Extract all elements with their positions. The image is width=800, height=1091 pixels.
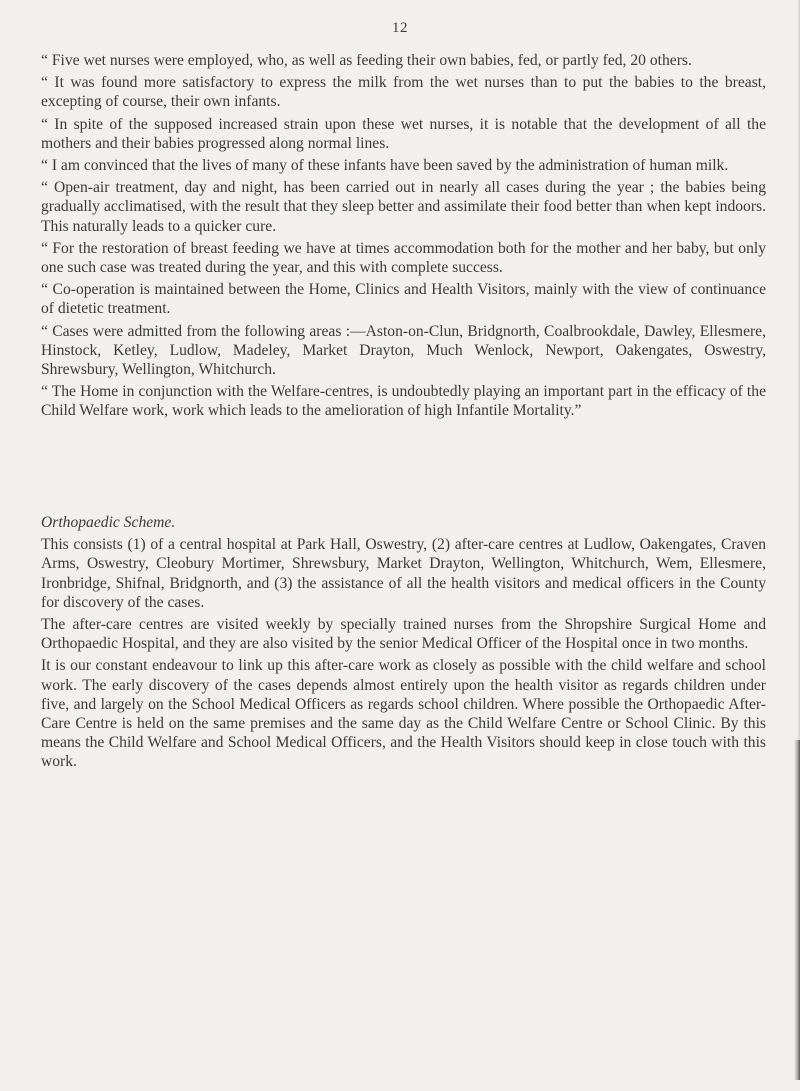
paragraph: This consists (1) of a central hospital at Park Hall, Oswestry, (2) after-care centres at Ludlow, Oakengates, Craven Arms, Oswestry, Cleobury Mortimer, Shrewsbury, Market Drayton, Wellington, Whitchurch, Wem, Ellesmere, Ironbridge, Shifnal, Bridgnorth, and (3) the assistance of all the health visitors and medical officers in the County for discovery of the cases.: [41, 536, 766, 611]
paragraph: The after-care centres are visited weekly by specially trained nurses from the Shropshire Surgical Home and Orthopaedic Hospital, and they are also visited by the senior Medical Officer of the Hospital once in two months.: [41, 616, 766, 653]
page-number: 12: [392, 20, 408, 36]
page-edge-shadow: [794, 740, 800, 1080]
paragraph: It is our constant endeavour to link up this after-care work as closely as possible with the child welfare and school work. The early discovery of the cases depends almost entirely upon the health visitor as regards children under five, and largely on the School Medical Officers as regards school children. Where possible the Orthopaedic After-Care Centre is held on the same premises and the same day as the Child Welfare Centre or School Clinic. By this means the Child Welfare and School Medical Officers, and the Health Visitors should keep in close touch with this work.: [41, 657, 766, 771]
paragraph: “ Co-operation is maintained between the Home, Clinics and Health Visitors, mainly with the view of continuance of dietetic treatment.: [41, 281, 766, 318]
paragraph: “ The Home in conjunction with the Welfare-centres, is undoubtedly playing an important part in the efficacy of the Child Welfare work, work which leads to the amelioration of high Infantile Mortality.”: [41, 383, 766, 420]
section-heading: Orthopaedic Scheme.: [41, 514, 176, 531]
orthopaedic-section: [41, 513, 766, 775]
quoted-report: [41, 51, 766, 424]
paragraph: “ It was found more satisfactory to express the milk from the wet nurses than to put the babies to the breast, excepting of course, their own infants.: [41, 74, 766, 111]
paragraph: “ Five wet nurses were employed, who, as well as feeding their own babies, fed, or partly fed, 20 others.: [41, 52, 692, 69]
paragraph: “ Open-air treatment, day and night, has been carried out in nearly all cases during the year ; the babies being gradually acclimatised, with the result that they sleep better and assimilate their food better than when kept indoors. This naturally leads to a quicker cure.: [41, 179, 766, 235]
paragraph: “ I am convinced that the lives of many of these infants have been saved by the administration of human milk.: [41, 157, 729, 175]
paragraph: “ Cases were admitted from the following areas :—Aston-on-Clun, Bridgnorth, Coalbrookdale, Dawley, Ellesmere, Hinstock, Ketley, Ludlow, Madeley, Market Drayton, Much Wenlock, Newport, Oakengates, Oswestry, Shrewsbury, Wellington, Whitchurch.: [41, 322, 766, 379]
paragraph: “ For the restoration of breast feeding we have at times accommodation both for the mother and her baby, but only one such case was treated during the year, and this with complete success.: [41, 239, 766, 277]
paragraph: “ In spite of the supposed increased strain upon these wet nurses, it is notable that the development of all the mothers and their babies progressed along normal lines.: [41, 115, 766, 152]
